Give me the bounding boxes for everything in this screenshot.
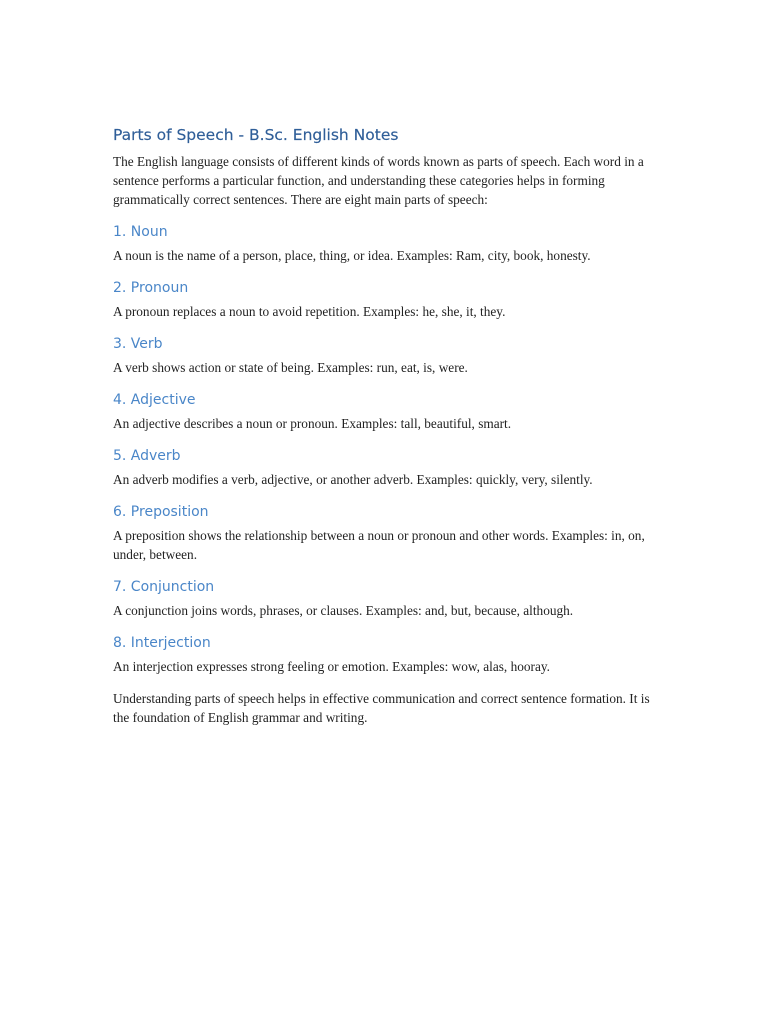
section-pronoun	[113, 278, 658, 321]
section-text: An adjective describes a noun or pronoun. Examples: tall, beautiful, smart.	[113, 416, 512, 431]
section-text: A noun is the name of a person, place, thing, or idea. Examples: Ram, city, book, honesty.	[113, 248, 591, 263]
section-heading: 8. Interjection	[113, 635, 211, 651]
section-text: A conjunction joins words, phrases, or clauses. Examples: and, but, because, although.	[113, 603, 574, 618]
section-noun	[113, 222, 658, 265]
section-heading: 4. Adjective	[113, 392, 196, 408]
section-heading: 1. Noun	[113, 224, 168, 240]
section-heading: 7. Conjunction	[113, 579, 215, 595]
section-text: A pronoun replaces a noun to avoid repetition. Examples: he, she, it, they.	[113, 304, 506, 319]
section-preposition	[113, 502, 658, 564]
section-text: An adverb modifies a verb, adjective, or another adverb. Examples: quickly, very, silently.	[113, 472, 593, 487]
section-interjection	[113, 633, 658, 676]
section-conjunction	[113, 577, 658, 620]
section-text: An interjection expresses strong feeling or emotion. Examples: wow, alas, hooray.	[113, 659, 550, 674]
closing-paragraph: Understanding parts of speech helps in effective communication and correct sentence formation. It is the foundation of English grammar and writing.	[113, 691, 650, 725]
section-text: A verb shows action or state of being. Examples: run, eat, is, were.	[113, 360, 468, 375]
section-text: A preposition shows the relationship between a noun or pronoun and other words. Examples: in, on, under, between.	[113, 528, 645, 562]
section-heading: 6. Preposition	[113, 504, 209, 520]
section-verb	[113, 334, 658, 377]
document-content	[113, 124, 658, 727]
section-adjective	[113, 390, 658, 433]
section-heading: 2. Pronoun	[113, 280, 189, 296]
section-adverb	[113, 446, 658, 489]
section-heading: 5. Adverb	[113, 448, 181, 464]
section-heading: 3. Verb	[113, 336, 163, 352]
document-title: Parts of Speech - B.Sc. English Notes	[113, 126, 399, 144]
intro-paragraph: The English language consists of different kinds of words known as parts of speech. Each word in a sentence performs a particular function, and understanding these categories helps in forming grammatically correct sentences. There are eight main parts of speech:	[113, 154, 644, 207]
